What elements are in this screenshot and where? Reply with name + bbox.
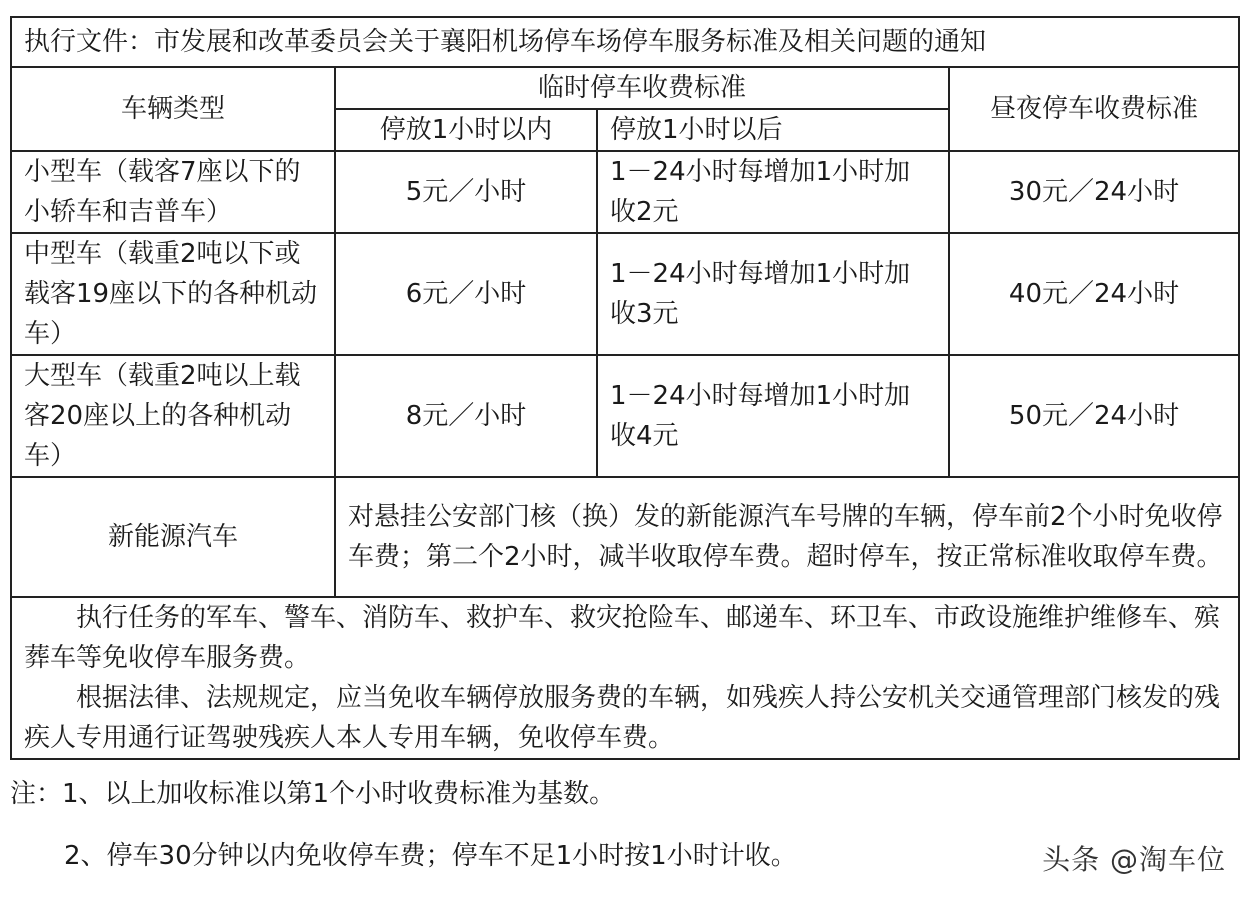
table-row (11, 151, 1239, 233)
header-vehicle-type: 车辆类型 (11, 67, 335, 151)
table-row (11, 355, 1239, 477)
after-1h-cell: 1－24小时每增加1小时加收4元 (597, 355, 949, 477)
header-after-1h: 停放1小时以后 (597, 109, 949, 151)
table-row (11, 597, 1239, 759)
within-1h-cell: 6元／小时 (335, 233, 597, 355)
after-1h-cell: 1－24小时每增加1小时加收3元 (597, 233, 949, 355)
table-row (11, 233, 1239, 355)
exemption-paragraph-2: 根据法律、法规规定，应当免收车辆停放服务费的车辆，如残疾人持公安机关交通管理部门核发的残疾人专用通行证驾驶残疾人本人专用车辆，免收停车费。 (24, 683, 1221, 753)
header-within-1h: 停放1小时以内 (335, 109, 597, 151)
parking-fee-table (10, 16, 1240, 760)
document-title: 执行文件：市发展和改革委员会关于襄阳机场停车场停车服务标准及相关问题的通知 (11, 17, 1239, 67)
day-night-cell: 40元／24小时 (949, 233, 1239, 355)
within-1h-cell: 5元／小时 (335, 151, 597, 233)
header-day-night-fee: 昼夜停车收费标准 (949, 67, 1239, 151)
nev-label-cell: 新能源汽车 (11, 477, 335, 597)
vehicle-type-cell: 中型车（载重2吨以下或载客19座以下的各种机动车） (11, 233, 335, 355)
note-2: 2、停车30分钟以内免收停车费；停车不足1小时按1小时计收。 (64, 841, 797, 871)
day-night-cell: 30元／24小时 (949, 151, 1239, 233)
header-temp-fee: 临时停车收费标准 (335, 67, 949, 109)
fee-document (10, 16, 1238, 760)
after-1h-cell: 1－24小时每增加1小时加收2元 (597, 151, 949, 233)
nev-policy-cell: 对悬挂公安部门核（换）发的新能源汽车号牌的车辆，停车前2个小时免收停车费；第二个2小时，减半收取停车费。超时停车，按正常标准收取停车费。 (335, 477, 1239, 597)
exemption-paragraph-1: 执行任务的军车、警车、消防车、救护车、救灾抢险车、邮递车、环卫车、市政设施维护维修车、殡葬车等免收停车服务费。 (24, 603, 1221, 673)
note-1: 注：1、以上加收标准以第1个小时收费标准为基数。 (10, 779, 616, 809)
within-1h-cell: 8元／小时 (335, 355, 597, 477)
vehicle-type-cell: 小型车（载客7座以下的小轿车和吉普车） (11, 151, 335, 233)
day-night-cell: 50元／24小时 (949, 355, 1239, 477)
table-row (11, 477, 1239, 597)
vehicle-type-cell: 大型车（载重2吨以上载客20座以上的各种机动车） (11, 355, 335, 477)
exemption-cell (11, 597, 1239, 759)
watermark-text: 头条 @淘车位 (1042, 843, 1226, 876)
